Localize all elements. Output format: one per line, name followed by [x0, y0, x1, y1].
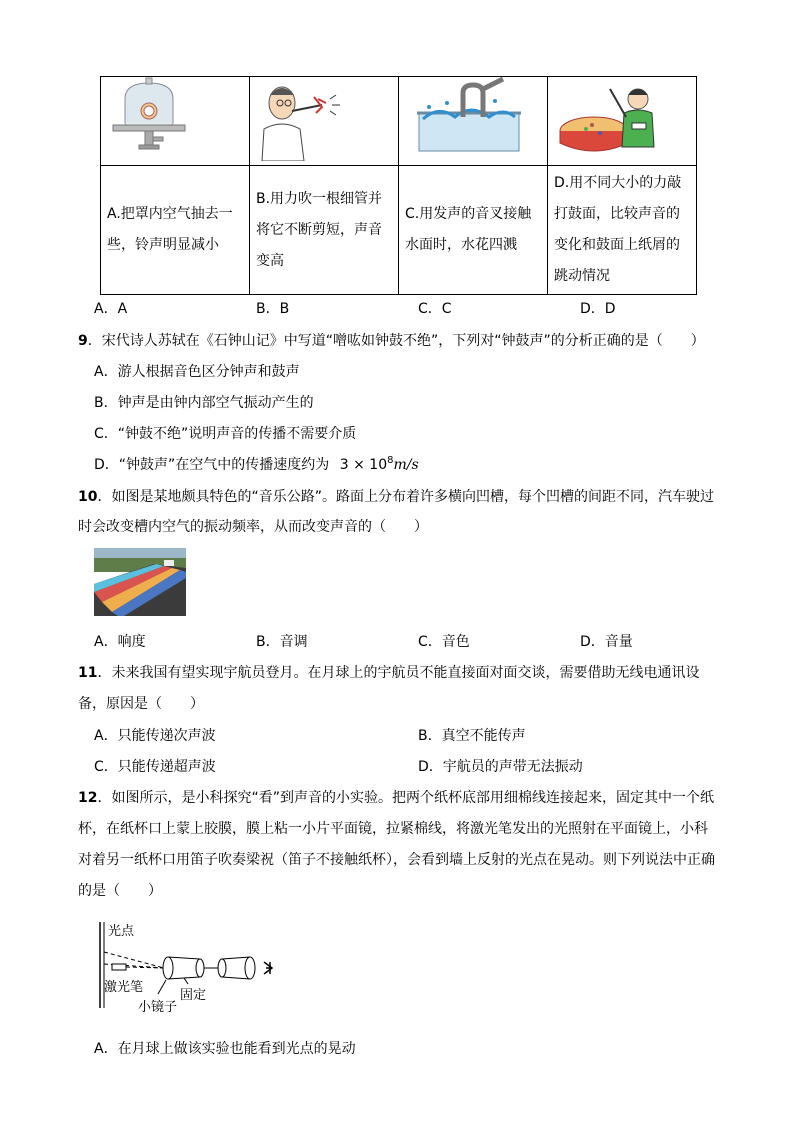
bell-jar-icon [101, 77, 249, 161]
tuning-fork-icon [399, 77, 547, 161]
q9-option-d[interactable] [94, 454, 419, 474]
q8-cell-b-line-1: B.用力吹一根细管并 [256, 190, 383, 207]
q9-speed-exponent: 8 [387, 455, 394, 466]
q8-option-a[interactable]: A．A [94, 301, 128, 317]
q12-option-a[interactable]: A．在月球上做该实验也能看到光点的晃动 [94, 1041, 356, 1057]
q11-stem-text-1: ．未来我国有望实现宇航员登月。在月球上的宇航员不能直接面对面交谈，需要借助无线电通讯设 [97, 665, 700, 681]
q8-cell-d [548, 166, 697, 295]
q8-cell-c [399, 166, 548, 295]
q10-option-d[interactable]: D．音量 [580, 634, 633, 650]
q12-stem-text-1: ．如图所示，是小科探究“看”到声音的小实验。把两个纸杯底部用细棉线连接起来，固定其中一个纸 [97, 790, 714, 806]
q8-option-b[interactable]: B．B [256, 301, 290, 317]
q9-speed-unit: m/s [393, 457, 419, 473]
q11-stem-line-2: 备，原因是（ ） [78, 696, 204, 712]
q8-cell-b-line-3: 变高 [256, 252, 284, 269]
q8-cell-d-line-1: D.用不同大小的力敲 [554, 175, 682, 191]
q9-speed-value [340, 457, 419, 473]
q9-stem [78, 330, 705, 350]
q10-option-b[interactable]: B．音调 [256, 634, 308, 650]
q8-option-c[interactable]: C．C [418, 301, 452, 317]
q10-option-c[interactable]: C．音色 [418, 634, 470, 650]
q10-stem-text-1: ．如图是某地颇具特色的“音乐公路”。路面上分布着许多横向凹槽，每个凹槽的间距不同，汽车驶过 [97, 489, 714, 505]
q11-stem-line-1 [78, 662, 699, 682]
q9-option-a[interactable]: A．游人根据音色区分钟声和鼓声 [94, 364, 300, 380]
q9-number: 9 [78, 333, 88, 349]
q9-option-d-text: D．“钟鼓声”在空气中的传播速度约为 [94, 457, 330, 473]
drum-image [548, 77, 697, 166]
q9-stem-text: ．宋代诗人苏轼在《石钟山记》中写道“噌吰如钟鼓不绝”，下列对“钟鼓声”的分析正确的是（ ） [87, 333, 705, 349]
music-road-icon [94, 548, 186, 616]
q8-cell-d-line-2: 打鼓面，比较声音的 [554, 206, 680, 222]
person-blowing-tube-icon [250, 77, 398, 161]
q9-option-c[interactable]: C．“钟鼓不绝”说明声音的传播不需要介质 [94, 426, 357, 442]
q8-cell-d-line-4: 跳动情况 [554, 268, 610, 284]
q12-stem-line-1 [78, 787, 714, 807]
tuning-fork-water-image [399, 77, 548, 166]
blowing-tube-image [250, 77, 399, 166]
q11-option-c[interactable]: C．只能传递超声波 [94, 759, 216, 775]
q8-cell-b-line-2: 将它不断剪短，声音 [256, 221, 382, 238]
q8-options-table [100, 76, 697, 295]
q9-speed-base: 3 × 10 [339, 457, 388, 473]
small-mirror-label: 小镜子 [138, 1000, 178, 1015]
q11-option-b[interactable]: B．真空不能传声 [418, 728, 526, 744]
q11-number: 11 [78, 665, 98, 681]
q10-stem-line-2: 时会改变槽内空气的振动频率，从而改变声音的（ ） [78, 519, 428, 535]
q8-cell-b [250, 166, 399, 295]
q10-option-a[interactable]: A．响度 [94, 634, 146, 650]
q12-stem-line-4: 的是（ ） [78, 883, 162, 899]
q12-experiment-figure [96, 918, 296, 1018]
q12-stem-line-2: 杯，在纸杯口上蒙上胶膜，膜上粘一小片平面镜，拉紧棉线，将激光笔发出的光照射在平面镜上，小科 [78, 821, 708, 837]
q11-option-a[interactable]: A．只能传递次声波 [94, 728, 216, 744]
q8-cell-c-line-2: 水面时，水花四溅 [405, 237, 517, 253]
bell-jar-image [101, 77, 250, 166]
q8-cell-a-line-1: A.把罩内空气抽去一 [107, 206, 233, 222]
q9-option-b[interactable]: B．钟声是由钟内部空气振动产生的 [94, 395, 314, 411]
fixed-label: 固定 [180, 988, 207, 1003]
q10-number: 10 [78, 489, 98, 505]
q8-cell-d-line-3: 变化和鼓面上纸屑的 [554, 237, 680, 253]
q8-option-d[interactable]: D．D [580, 301, 616, 317]
q10-stem-line-1 [78, 486, 714, 506]
q12-stem-line-3: 对着另一纸杯口用笛子吹奏梁祝（笛子不接触纸杯），会看到墙上反射的光点在晃动。则下列说法中正确 [78, 852, 715, 868]
light-spot-label: 光点 [108, 924, 135, 939]
q11-option-d[interactable]: D．宇航员的声带无法振动 [418, 759, 583, 775]
drum-icon [548, 77, 696, 161]
q12-number: 12 [78, 790, 98, 806]
laser-pen-label: 激光笔 [104, 980, 144, 995]
music-road-image [94, 548, 186, 620]
q8-cell-a-line-2: 些，铃声明显减小 [107, 237, 219, 253]
q8-cell-c-line-1: C.用发声的音叉接触 [405, 206, 532, 222]
q8-cell-a [101, 166, 250, 295]
